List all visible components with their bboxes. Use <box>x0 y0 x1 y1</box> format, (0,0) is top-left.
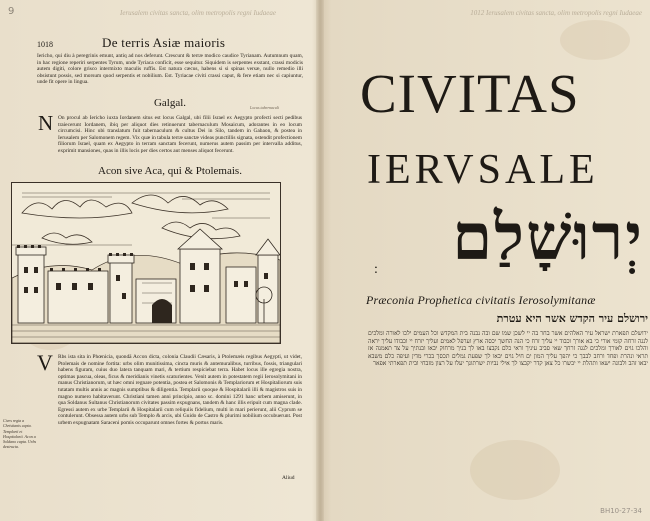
section-title-galgal: Galgal. <box>153 97 187 109</box>
drop-cap: N <box>38 111 54 135</box>
hebrew-title-jerusalem: יְרוּשָׁלַם <box>452 200 644 275</box>
right-page <box>324 0 650 521</box>
hebrew-verse-heading: ירושלם עיר הקדש אשר היא עטרת <box>496 312 648 325</box>
inventory-mark: BH10-27-34 <box>600 507 642 515</box>
folio-number: 1018 <box>37 40 53 49</box>
title-civitas: CIVITAS <box>360 63 580 124</box>
section-title-acon: Acon sive Aca, qui & Ptolemais. <box>98 165 242 177</box>
running-head: De terris Asiæ maioris <box>102 35 226 50</box>
woodcut-illustration-acon <box>11 182 281 344</box>
left-page <box>0 0 318 521</box>
hebrew-text-block: ירושלם תפארת ישראל עיר האלהים אשר בחר בה יי לשכן שמו שם ובה נבנה בית המקדש וכל העמים ילכו לאורה ומלכים לנגה זרחה קומי אורי כי בא אורך וכבוד יי עליך זרח כי הנה החשך יכסה ארץ וערפל לאמים ועליך יזרח יי וכבודו עליך יראה והלכו גוים לאורך ומלכים לנגה זרחך שאי סביב עיניך וראי כלם נקבצו באו לך בניך מרחוק יבאו ובנתיך על צד תאמנה אז תראי ונהרת ופחד ורחב לבבך כי יהפך עליך המון ים חיל גוים יבאו לך שפעת גמלים תכסך בכרי מדין ועיפה כלם משבא יבאו זהב ולבונה ישאו ותהלת יי יבשרו כל צאן קדר יקבצו לך אילי נביות ישרתונך יעלו על רצון מזבחי ובית תפארתי אפאר <box>368 330 648 368</box>
paragraph-iericho: Iericho, qui diu à peregrinis emunt, antiq ad nos deferunt. Crescunt & terræ modico caudice Tyrianam. Autumnum quam, in hac regione reperiri serpentes Tyrum, unde Tyriaca conficit, esse sequitur. Siquidem is serpentes exstant, crassi modicis autem digiti, colore grisco intermixto maculis ruffis. Est natura cæcus, habens si si spinas versæ, nullo remedio illi obsistunt possis, sed morsum quod serpentis et nobilium. Est. Tyriacae civiti crassi caput, & fere etiam nec si capiuntur, unde fit opere in lingua. <box>37 53 303 86</box>
margin-note: Locus tabernaculi <box>250 105 279 110</box>
show-through-text: 1012 Ierusalem civitas sancta, olim metropolis regni Iudaeae <box>470 9 642 17</box>
side-notes: Cives regia a Christianis capta. Templarii et Hospitalarii. Acon a Soldano capta. Urbs destructa. <box>3 418 36 450</box>
drop-cap: V <box>37 350 53 375</box>
paragraph-galgal: On procul ab Iericho iuxta Iordanem situs est locus Galgal, ubi filii Israel ex Aegypto profecti secti pedibus traiecerunt Iordanem, ibiq per aliquot dies retinuerunt tabernaculum Mosaicum, adorantes in eo locum circumcisi. Hinc ubi translatum fuit tabernaculum & cultus Dei in Silo, tandem in Gabaon, & postea in Ierusalem per Salomonem regem. Vix quæ in tabula terræ sanctæ videas punctillis signata, ostendit profectionem filiorum Israel, quam ex Aegypto in terram sanctam fecerunt, numerus autem passim per intervalla additus, exprimit mansiones, quas in illis locis per dies certos aut menses aliquot fecerunt. <box>58 115 302 154</box>
paragraph-acon: Rbs ista sita in Phœnicia, quondā Accon dicta, colonia Claudii Cæsaris, à Ptolemæis regibus Aegypti, ut videt, Ptolemais de nomine fortita: urbs olim munitissima, cincta muris & antemuralibus, turribus, fossis, triangulari habens figuram, cuius duo latera tanquam mari, & tertium respiciebat terra. Habet locus ille egregia nostra, optimas pascua, oleas, ficus & meridianis vinetis scaturientes. Venit autem in potestatem regii Ierosolymitani in manus Christianorum, ut hæc omni regnare potentia, postea et Salomonis & Templariorum et Hospitaliorum suis tutatam multis annis ac magnis sumptibus & diligentia. Templarii quoque & Hospitalarii illi & magistros suis in magno numero habitaverunt. Christiani tamen anni principio, anno sc. domini 1291 hanc urbem amiserunt, in qua Soldanus Sultanus Christianorum civitates passim expugnans, tandem & hanc illis eripuit cum magna clade. Egressi autem ex urbe Templarii & Hospitalarii cum reliquiis fidelium, multi in mari perierunt, alii Cyprum se contulerunt. Obsessa autem urbs sub Templo & arcis, ubi Guido de Castro & plurimi nobilium occubuerunt. Post urbem expugnatam Saraceni pomis occuparunt omnes fortes & portus maris. <box>58 354 302 426</box>
subtitle-praeconia: Præconia Prophetica civitatis Ierosolymitanæ <box>366 293 596 307</box>
pencil-mark: 9 <box>8 6 15 17</box>
woodcut-city-view <box>12 183 280 343</box>
show-through-text: Ierusalem civitas sancta, olim metropolis regni Iudaeae <box>120 9 276 17</box>
title-ierusale: IERVSALE <box>367 147 599 193</box>
colon-mark: : <box>374 262 378 277</box>
catchword: Aliud <box>282 475 295 481</box>
